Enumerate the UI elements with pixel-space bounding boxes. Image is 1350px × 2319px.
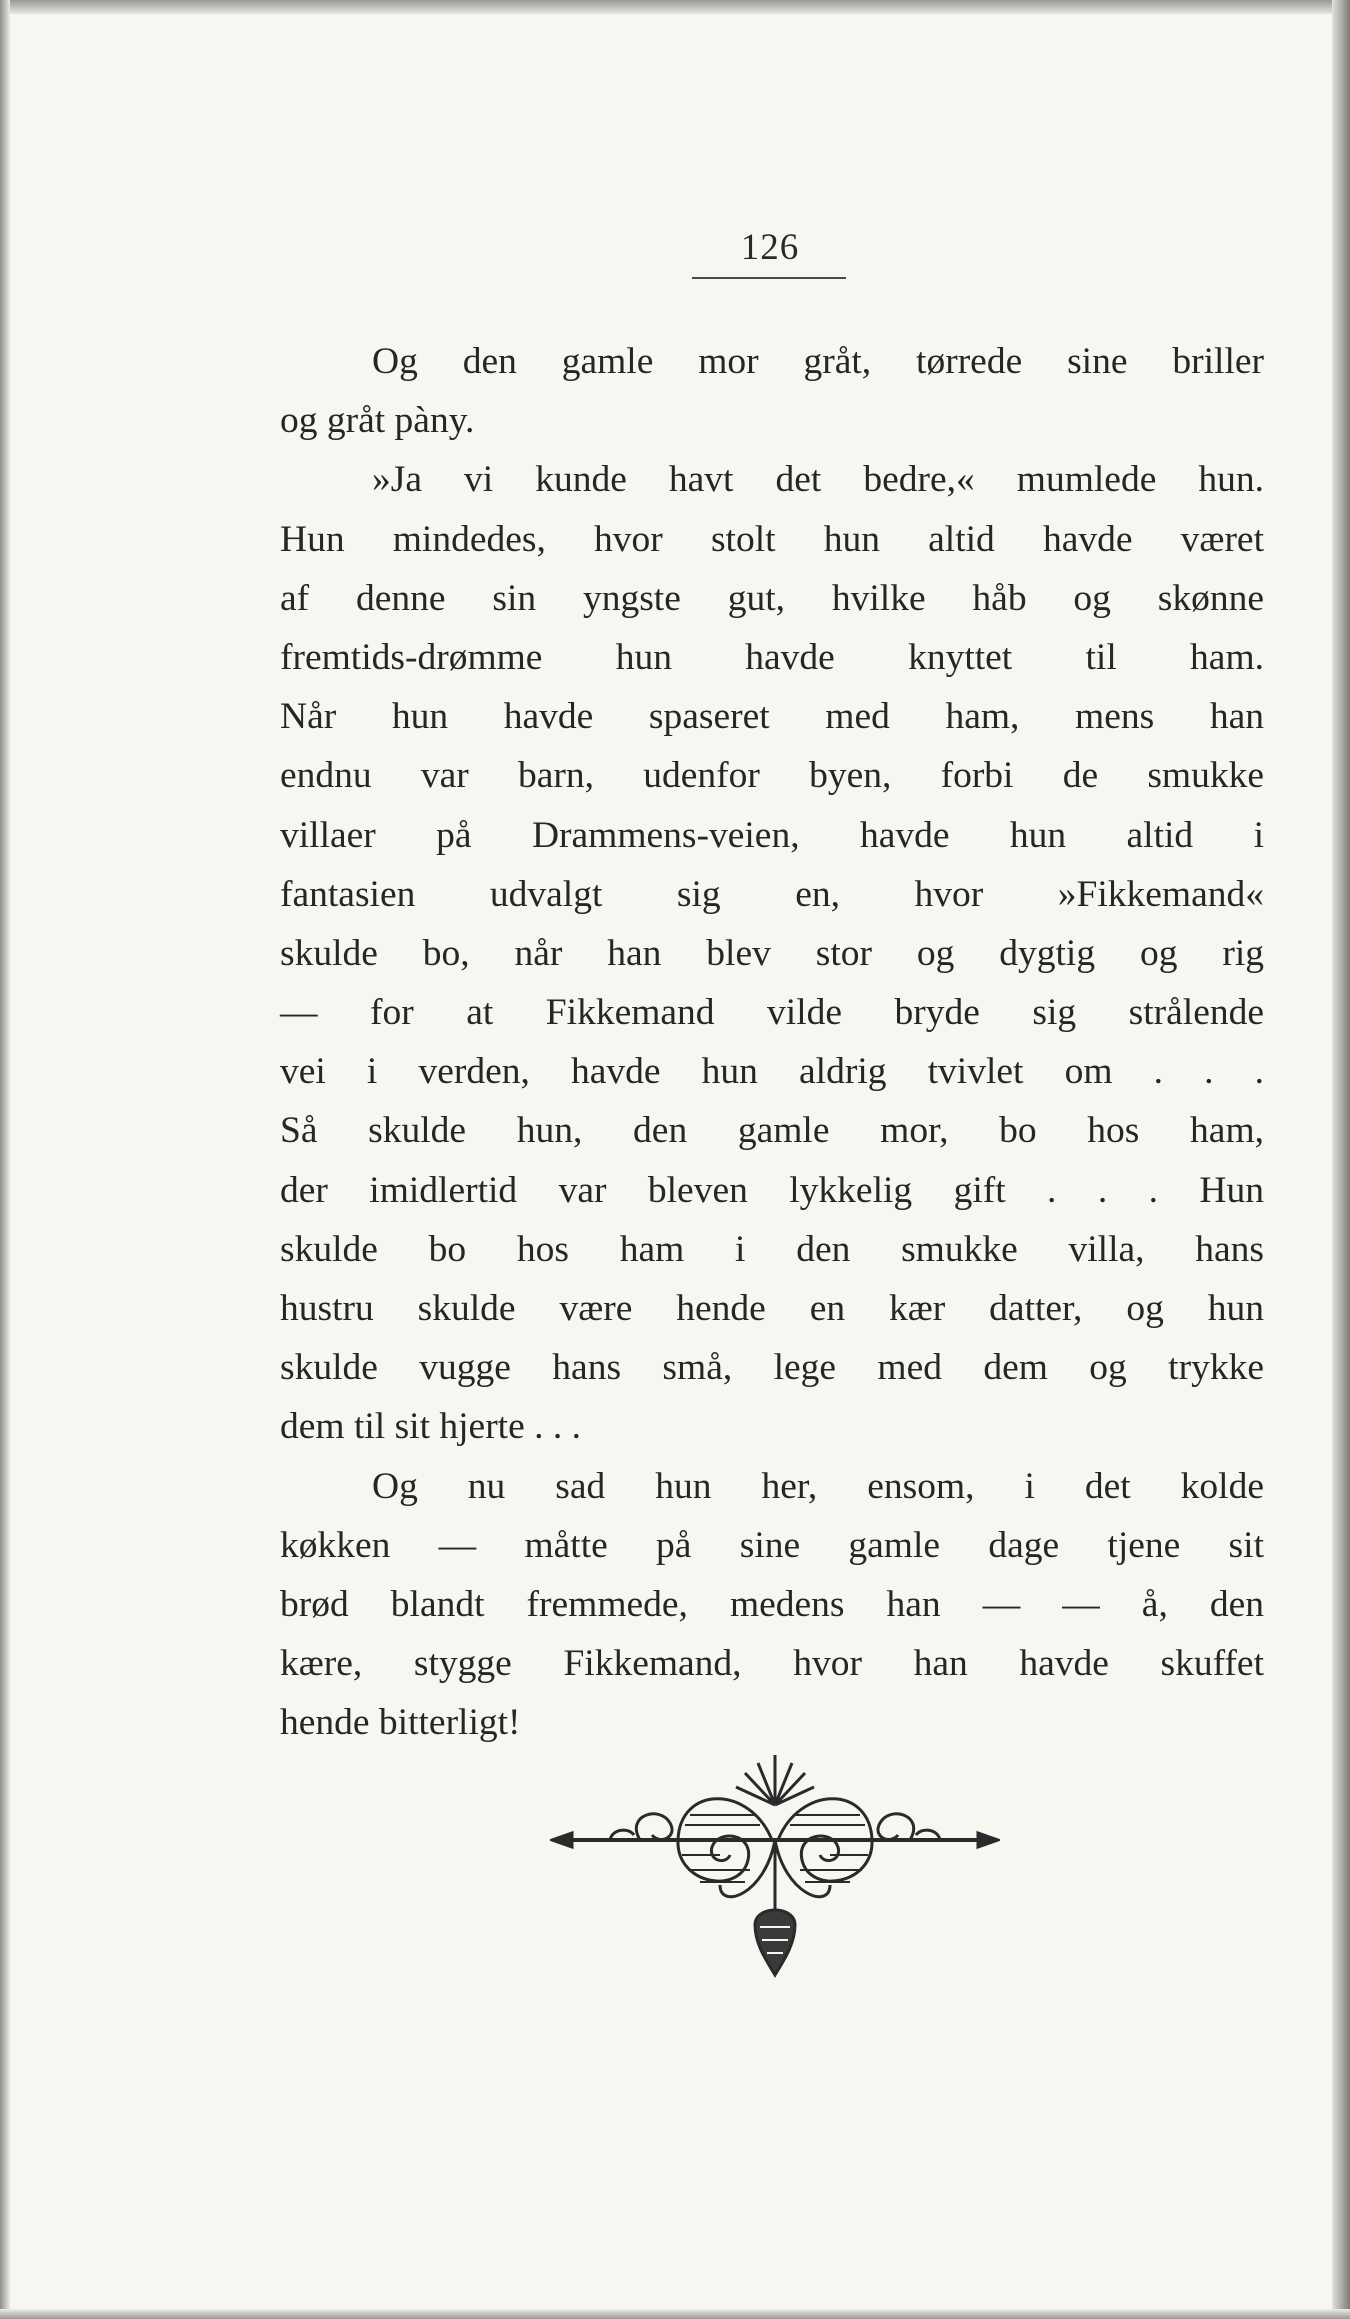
text-line: Og nu sad hun her, ensom, i det kolde bbox=[372, 1465, 1264, 1507]
text-line: køkken — måtte på sine gamle dage tjene sit bbox=[280, 1524, 1264, 1566]
page-number: 126 bbox=[740, 227, 800, 268]
page-number-rule bbox=[692, 277, 846, 279]
scan-edge-bottom bbox=[0, 2309, 1350, 2319]
text-line: af denne sin yngste gut, hvilke håb og skønne bbox=[280, 577, 1264, 619]
text-line: Hun mindedes, hvor stolt hun altid havde været bbox=[280, 518, 1264, 560]
text-line: brød blandt fremmede, medens han — — å, den bbox=[280, 1583, 1264, 1625]
text-line: »Ja vi kunde havt det bedre,« mumlede hun. bbox=[372, 459, 1264, 501]
text-line: og gråt pàny. bbox=[280, 400, 475, 442]
text-line: skulde vugge hans små, lege med dem og trykke bbox=[280, 1347, 1264, 1389]
text-line: dem til sit hjerte . . . bbox=[280, 1406, 581, 1448]
body-text bbox=[280, 332, 1264, 1753]
text-line: skulde bo, når han blev stor og dygtig og rig bbox=[280, 932, 1264, 974]
scan-edge-left bbox=[0, 0, 10, 2319]
text-line: vei i verden, havde hun aldrig tvivlet om . . . bbox=[280, 1051, 1264, 1093]
text-line: villaer på Drammens-veien, havde hun altid i bbox=[280, 814, 1264, 856]
text-line: der imidlertid var bleven lykkelig gift . . . Hun bbox=[280, 1169, 1264, 1211]
text-line: endnu var barn, udenfor byen, forbi de smukke bbox=[280, 755, 1264, 797]
text-line: Når hun havde spaseret med ham, mens han bbox=[280, 696, 1264, 738]
text-line: kære, stygge Fikkemand, hvor han havde skuffet bbox=[280, 1643, 1264, 1685]
tailpiece-ornament-icon bbox=[550, 1745, 1000, 1980]
text-line: hustru skulde være hende en kær datter, og hun bbox=[280, 1288, 1264, 1329]
scan-edge-top bbox=[0, 0, 1350, 14]
text-line: skulde bo hos ham i den smukke villa, hans bbox=[280, 1228, 1264, 1270]
text-line: hende bitterligt! bbox=[280, 1702, 521, 1744]
text-line: Og den gamle mor gråt, tørrede sine briller bbox=[372, 341, 1264, 382]
text-line: fantasien udvalgt sig en, hvor »Fikkemand« bbox=[280, 873, 1264, 915]
scan-edge-right bbox=[1332, 0, 1350, 2319]
text-line: — for at Fikkemand vilde bryde sig strålende bbox=[280, 992, 1264, 1034]
text-line: Så skulde hun, den gamle mor, bo hos ham, bbox=[280, 1110, 1264, 1152]
text-line: fremtids-drømme hun havde knyttet til ham. bbox=[280, 636, 1264, 678]
